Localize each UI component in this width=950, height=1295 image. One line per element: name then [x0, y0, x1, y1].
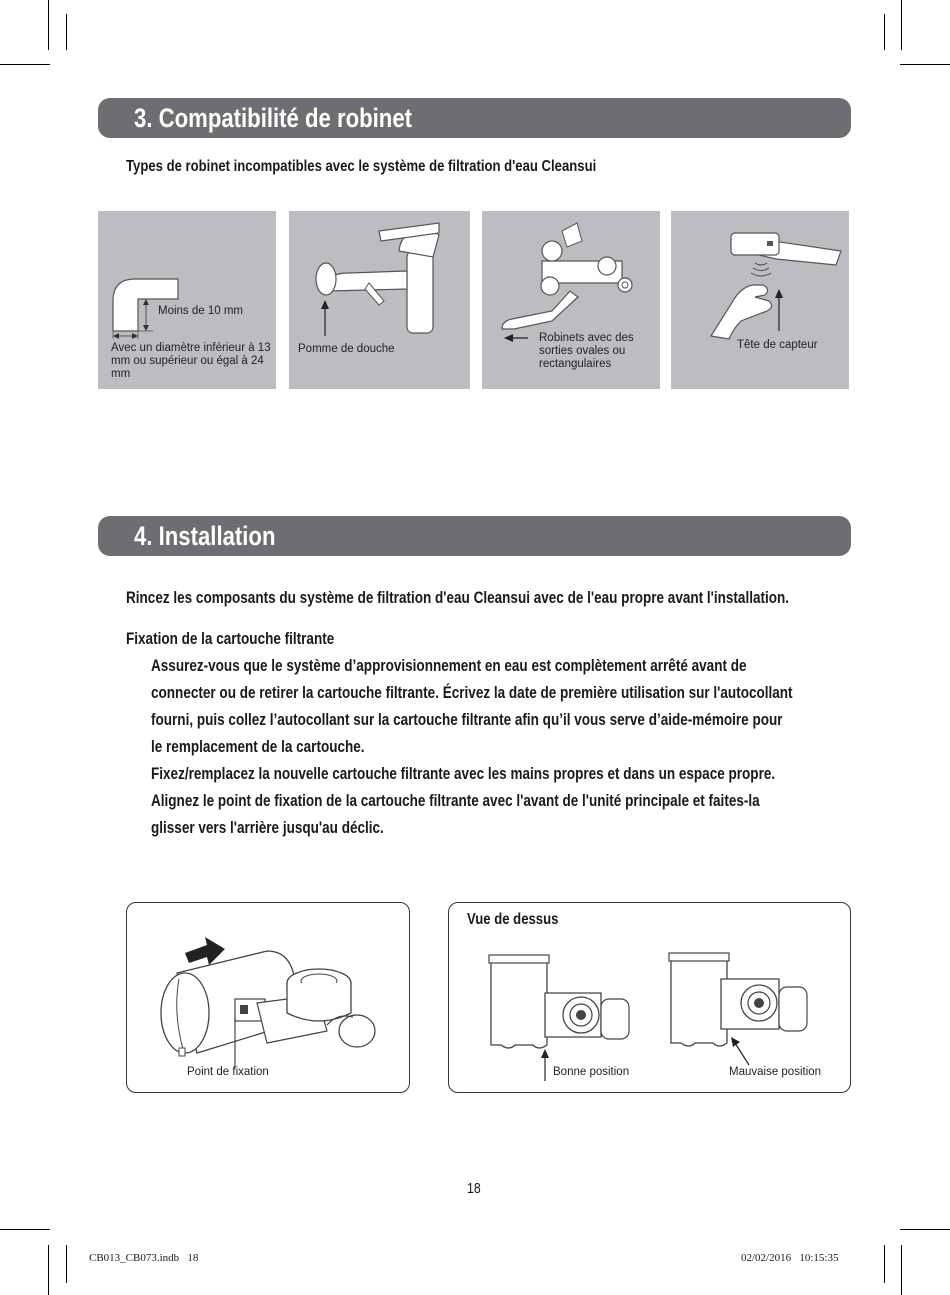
sensor-faucet-illustration — [671, 211, 849, 389]
panel-sensor-caption: Tête de capteur — [737, 339, 818, 351]
instruction-line: le remplacement de la cartouche. — [151, 738, 365, 756]
figure-top-view — [448, 902, 851, 1093]
instruction-line: fourni, puis collez l’autocollant sur la cartouche filtrante afin qu’il vous serve d’aide-mémoire pour — [151, 711, 783, 729]
installation-intro: Rincez les composants du système de filtration d'eau Cleansui avec de l'eau propre avant l'installation. — [126, 589, 790, 607]
bad-position-label: Mauvaise position — [729, 1066, 822, 1078]
cartridge-heading: Fixation de la cartouche filtrante — [126, 630, 335, 648]
section-4-title: 4. Installation — [134, 521, 276, 551]
section-3-subtitle: Types de robinet incompatibles avec le système de filtration d'eau Cleansui — [126, 158, 597, 175]
page-number: 18 — [467, 1180, 481, 1197]
instruction-line: glisser vers l'arrière jusqu'au déclic. — [151, 819, 384, 837]
section-4-banner — [98, 516, 851, 556]
instruction-line: Fixez/remplacez la nouvelle cartouche filtrante avec les mains propres et dans un espace propre. — [151, 765, 776, 783]
panel-sensor — [671, 211, 849, 389]
instruction-line: connecter ou de retirer la cartouche filtrante. Écrivez la date de première utilisation sur l'autocollant — [151, 684, 793, 702]
section-3-title: 3. Compatibilité de robinet — [134, 103, 413, 133]
cartridge-illustration — [127, 903, 410, 1093]
arrow-icon — [185, 937, 225, 965]
footer-timestamp: 02/02/2016 10:15:35 — [741, 1252, 839, 1264]
figure-fixation-point — [126, 902, 410, 1093]
panel-shower-caption: Pomme de douche — [298, 343, 395, 355]
shower-faucet-illustration — [289, 211, 470, 389]
top-view-illustration — [449, 903, 851, 1093]
panel-oval — [482, 211, 660, 389]
good-position-label: Bonne position — [553, 1066, 630, 1078]
instruction-line: Assurez-vous que le système d’approvisionnement en eau est complètement arrêté avant de — [151, 657, 747, 675]
section-3-banner — [98, 98, 851, 138]
fixation-point-caption: Point de fixation — [187, 1066, 269, 1078]
panel-shower — [289, 211, 470, 389]
panel-diameter — [98, 211, 276, 389]
instructions — [151, 653, 950, 842]
panel-diameter-caption: Avec un diamètre inférieur à 13 mm ou supérieur ou égal à 24 mm — [111, 342, 271, 380]
top-view-title: Vue de dessus — [467, 911, 559, 928]
panel-oval-caption: Robinets avec des sorties ovales ou rectangulaires — [539, 332, 634, 370]
instruction-line: Alignez le point de fixation de la cartouche filtrante avec l'avant de l'unité principale et faites-la — [151, 792, 760, 810]
footer-file: CB013_CB073.indb 18 — [89, 1252, 199, 1264]
dimension-label: Moins de 10 mm — [158, 305, 244, 317]
